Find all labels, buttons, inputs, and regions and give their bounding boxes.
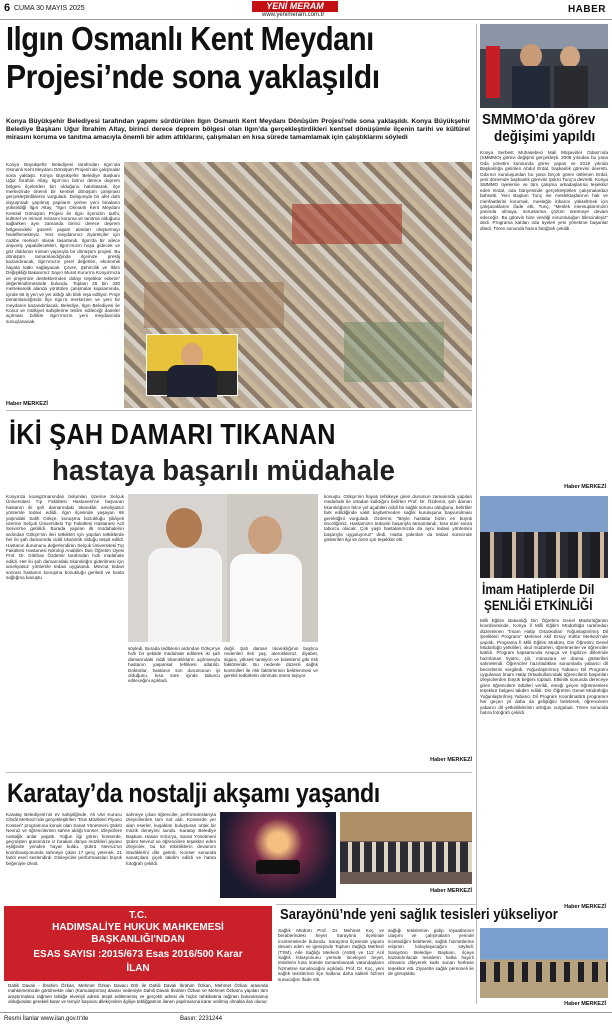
ad-line1: T.C. xyxy=(129,910,147,921)
story2-headline-line1: İKİ ŞAH DAMARI TIKANAN xyxy=(9,419,336,451)
sidebar2-headline-line1: İmam Hatiplerde Dil xyxy=(482,581,595,597)
story2-col3: değil. Şah damarı tıkanıklığının başlıca nedenleri ileri yaş, ateroskleroz, diyabet, sigara, yüksek tansiyon ve kolesterol gibi risk faktörleridir. Bu nedenle düzenli sağlık kontrolleri ile risk faktörlerinin belirlenmesi ve gerekli tedbirlerin alınması önem taşıyor. xyxy=(224,646,318,679)
footer-right: Basın: 2231244 xyxy=(180,1016,223,1022)
page-header xyxy=(0,0,612,20)
section-label: HABER xyxy=(567,4,606,15)
divider xyxy=(276,904,476,905)
story1-signature: Haber MERKEZİ xyxy=(6,401,48,407)
story2-doctors-photo xyxy=(128,494,318,642)
column-divider xyxy=(476,24,477,1004)
sidebar2-headline-line2: ŞENLİĞİ ETKİNLİĞİ xyxy=(484,597,593,613)
story2-col4: konuştu. Gökçe’nin hayatı tehlikeye giren durumun zamanında yapılan müdahale ile ortadan kalktığını belirten Prof. Dr. Özdemir, şah damarı tıkanıklığının felce yol açabilen ciddi bir sağlık sorunu olduğunu, belirtiler fark edildiğinde vakit kaybetmeden sağlık kuruluşuna başvurulması gerektiğini vurguladı. Özdemir, “Böyle hastalar bizim en büyük önceliğimiz. Hastamızın tedavisi başarıyla tamamlandı, kısa süre sonra taburcu olacak. Çok yaşlı hastalarımızda da aynı tedavi yöntemini başarıyla uyguluyoruz” dedi. Hasta yakınları da tedavi sürecinde gösterilen ilgi ve özen için teşekkür etti. xyxy=(324,494,472,543)
story2-col1: Konya’da koasgzmanından bolumlan üzerine Selçuk Üniversitesi Tıp Fakültesi Hastanesi’ne başvuran hastanın iki şah damarındaki tıkanıklık ameliyatsız yöntemle tedavi edildi. Ilgın ilçesinde yaşayan 68 yaşındaki Salih Gökçe, konuşma bozukluğu şikâyeti üzerine Selçuk Üniversitesi Tıp Fakültesi Hastanesi Acil Servisi’ne getirildi. Burada yapılan ilk müdahalenin ardından Gökçe’nin ileri tetkikleri için yapılan tetkiklerde her iki şah damarında ciddi tıkanıklık olduğu tespit edildi. Hastanın durumunu değerlendiren Selçuk Üniversitesi Tıp Fakültesi Hastanesi Nöroloji Anabilim Dalı Öğretim Üyesi Prof. Dr. Gökhan Özdemir tarafından hızlı müdahale edildi. Her iki şah damarındaki tıkanıklığın giderilmesi için ameliyatsız yöntemle tedavi uygulandı. Mevcut tedavi sonrası hastanın konuşma bozukluğu geriledi ve hasta sağlığına kavuştu. xyxy=(6,494,124,581)
sidebar1-headline-line1: SMMMO’da görev xyxy=(482,111,596,128)
ad-line3: BAŞKANLIĞI'NDAN xyxy=(91,934,185,945)
divider xyxy=(6,410,472,411)
sidebar1-headline-line2: değişimi yapıldı xyxy=(494,128,596,145)
ad-notice-text: Dahili Davalı - İbrahim Özkan, Mehmet Özkan Davacı DSİ ile Dahili Davalı İbrahim Özkan, Mehmet Özkan arasında mahkememizde görülmekte olan (Kamulaştırma) davası nedeniyle Dahili Davalı İbrahim Özkan ve Mehmet Özkan’a yapılan tüm araştırmalara rağmen tebliğe elverişli adresi tespit edilememiş ve gerçekti adresi de hiçbir tahkikatına rağmen bulunamamış olduğundan gerekeli karar ve temyiz başvuru dilekçesinin ilgiliye tebliğgatının ilanen yapılmasına karar verilmiş olmakla ilan olunur. xyxy=(4,981,272,1011)
story3-col2: sahneye çıkan öğrenciler, performanslarıyla izleyicilerden tam not aldı. Konserde yer alan eserler, kuşakları buluşturan ortak bir müzik deneyimi sundu. Karatay Belediye Başkanı Hasan Kılca’ya, Sanat Yönetmeni Şükrü Nevruz ve öğrencilere teşekkür eden izleyiciler, bu tür etkinliklerin devamını istediklerini dile getirdi. Konser sonunda sanatçılara çiçek takdim edildi ve hatıra fotoğrafı çekildi. xyxy=(126,812,216,866)
sidebar1-body: Konya Serbest Muhasebeci Mali Müşavirler Odası’nda (SMMMO) görevi değişimi gerçekleşti. 2008 yılından bu yana Oda yönetim kurulunda görev yapan ve 2019 yılında Başkanlığa getirilen Abdul Erdal, başkanlık görevini devretti. Oda’nın kuruluşundan bu yana birçok görev üstlenen Erdal, yeni dönemde başkanlık görevini Şükrü Tunç’a devretti. Konya SMMMO üyelerine ve tüm çalışma arkadaşlarına teşekkür eden Erdal, oda bünyesinde gerçekleştirilen çalışmalardan bahsetti. Yeni Başkan Tunç ise meslektaşlarının hak ve menfaatlerini korumak, mesleğin itibarını yükseltmek için çalışacaklarını ifade etti. Tunç, “Meslek mensuplarımızın yanında olmaya, sorunlarına çözüm üretmeye devam edeceğiz. Bu görevin bize verdiği sorumluluğun bilincindeyiz” dedi. Programa katılan oda üyeleri yeni yönetime başarılar diledi. Tören sonunda hatıra fotoğrafı çekildi. xyxy=(480,150,608,231)
ad-line4: ESAS SAYISI :2015/673 Esas 2016/500 Karar xyxy=(33,949,243,960)
story2-col2: söyledi. Burada tedbilerin ardından Gökçe’ye hızlı bir şekilde müdahale edilerek iki şah damarındaki ciddi tıkanıklıkların açılmasıyla hastanın yaşamsal tehlikesi atlatıldı. Doktorlar, hastanın son durumunun iyi olduğunu, kısa süre içinde taburcu edileceğini açıkladı. xyxy=(128,646,220,684)
story3-headline: Karatay’da nostalji akşamı yaşandı xyxy=(7,778,380,808)
sidebar1-meeting-photo xyxy=(480,24,608,108)
story1-headline-line1: Ilgın Osmanlı Kent Meydanı xyxy=(6,20,374,57)
mayor-portrait-photo xyxy=(146,334,238,396)
story1-lead: Konya Büyükşehir Belediyesi tarafından yapımı sürdürülen Ilgın Osmanlı Kent Meydanı Dönüşüm Projesi’nde sona yaklaşıldı. Konya Büyükşehir Belediye Başkanı Uğur İbrahim Altay, birinci derece deprem bölgesi olan Ilgın’da gerçekleştirdikleri kentsel dönüşümle ilçenin tarihi ve kültürel mirasını koruma ve tanıtma amacıyla önemli bir adım attıklarını, çalışmaları en kısa sürede tamamlamak için çalıştıklarını söyledi xyxy=(6,118,470,141)
story2-signature: Haber MERKEZİ xyxy=(430,757,472,763)
sidebar1-signature: Haber MERKEZİ xyxy=(564,484,606,490)
sidebar2-body: Milli Eğitim Bakanlığı Din Öğretimi Genel Müdürlüğünün koordinesinde, Konya İl Milli Eğitim Müdürlüğü tarafından düzenlenen “İmam Hatip Ortaokulları Yoğunlaştırılmış Dil Şenlikleri Programı” Mehmet Akif Ersoy Kültür Merkezi’nde yapıldı. Programa İl Milli Eğitim Müdürü, Din Öğretimi Genel Müdürlüğü yetkilileri, okul müdürleri, öğretmenler ve öğrenciler katıldı. Program kapsamında Arapça ve İngilizce dillerinde hazırlanan tiyatro, şiir, münazara ve drama gösterileri sahnelendi. Öğrenciler hazırladıkları sunumlarla yabancı dil becerilerini sergiledi. Yoğunlaştırılmış Yabancı Dil Programı uygulanan İmam Hatip Ortaokullarındaki öğrencilerin başarıları izleyicilerden büyük beğeni topladı. Etkinlik sonunda dereceye giren öğrencilere ödülleri verildi, emeği geçen öğretmenlere teşekkür belgesi takdim edildi. Din Öğretimi Genel Müdürlüğü Yoğunlaştırılmış Yabancı Dil Program Koordinatörü programın her geçen yıl daha da geliştiğini belirterek, öğrencilerin yabancı dil yetkinliklerinin arttığını vurguladı. Tören sonunda hatıra fotoğrafı çekildi. xyxy=(480,618,608,715)
story4-col1: Sağlık Müdürü Prof. Dr. Mehmet Koç ve beraberindeki heyet Sarayönü ilçesinde incelemelerde bulundu. Sarayönü ilçesinde yapımı devam eden ve igenişinde Toplum Sağlığı Merkezi (TSM), Aile Sağlığı Merkezi (ASM) ve 112 Acil Sağlık İstasyonunu yerinde inceleyen heyet, tesislerin kısa sürede tamamlanarak vatandaşların hizmetine sunulacağını açıkladı. Prof. Dr. Koç, yeni sağlık tesislerinin ilçe halkına daha kaliteli hizmet sunacağını ifade etti. xyxy=(278,928,384,982)
story4-site-photo xyxy=(480,928,608,998)
story4-headline: Sarayönü’nde yeni sağlık tesisleri yükseliyor xyxy=(280,907,558,923)
story3-signature: Haber MERKEZİ xyxy=(430,888,472,894)
story2-headline-line2: hastaya başarılı müdahale xyxy=(52,455,396,487)
ad-line2: HADIMSALİYE HUKUK MAHKEMESİ xyxy=(52,922,224,933)
story1-body: Konya Büyükşehir Belediyesi tarafından Ilgın’ıda Osmanlı Kent Meydanı Dönüşüm Projesi’nde çalışmalar sona yaklaştı. Konya Büyükşehir Belediye Başkanı Uğur İbrahim Altay, Ilgın’ının birinci derece deprem bölgesi ilçelerden biri olduğunu hatırlatarak, ilçe merkezinde önemli bir kentsel dönüşüm çalışması gerçekleştirdiklerini vurguladı. Dolayısıyla bir afet dahi doyuşmadı yapılmış yapıların yerine yeni binaların yükseldiği Ilgın Altay, “Ilgın Osmanlı Kent Meydanı Kentsel Dönüşüm Projesi ile Ilgın ilçemizin tarihi, kültürel ve mimari mirasını koruma ve tanıtma olduğunu sağlarken aynı zamanda birinci derece deprem bölgesindeki güvenli yaşam alanları oluşturmayı hedeflemekteyiz. Yeni meydanımız ziyaretçiler için cazibe merkezi olarak tasarlandı. Ilgın’da bir ailece alışveriş yapabilecekleri, Ilgın’ımızın hoşa gidecek ve göz dolduran mimari yapısıyla bir dönüşüm projesi. Bu dönüşüm tamamlandığında ilçemize prestij kazandıracak, Ilgın’ımızın yerel değerleri, ekonomik hayata katkı sağlayacak. Çevre, Şehircilik ve İklim Değişikliği Bakanımız Sayın Murat Kurum’a Konya’mıza ve projemize desteklerinden dolayı teşekkür ederim” değerlendirmesinde bulundu. Toplam 26 bin 430 metrekarelik alanda yürütülen çalışmalar kapsamında, içinde 66 iş yeri ve yer aldığı altı blok inşa ediliyor. Proje tamamlandığında İlçe Ilgın’a merkezine ve yeni bir meydanın kazandırılacak. Belediye, Ilgın Belediyesi ile Konut ve mülkiyet sahiplerine teslim edileceği daireler açılması birlikte Ilgın’ımızın yeni meydanında sonuçlanacak. xyxy=(6,162,120,324)
page-footer xyxy=(0,1012,612,1024)
story4-col2: sağlığı tesislerinin gidip inşaatlarının ulaşımı ve çalışmaların yerinde incelediğini belirterek, sağlık hizmetlerine erişimin kolaylaşacağını söyledi. Sarayönü Belediye Başkanı, ilçeye kazandırılacak tesislerin halka hayırlı olmasını dileyerek katkı sunan herkese teşekkür etti. Ziyarette sağlık personeli ile de görüşüldü. xyxy=(388,928,474,977)
page-number: 6 xyxy=(4,2,11,14)
story3-col1: Karatay Belediyesi’nin ev sahipliğinde, Ali Ulvi Kurucu Cibrâl Merkezi’nde gerçekleştirilen “Dün Müzikleri Piyano Konseri” programına konuk olan Sanat Yönetmeni Şükrü Nevruz ve öğrencilerinin sahne aldığı konser, izleyicilere nostaljik anlar yaşattı. Yoğun ilgi gören konserde, geçmişten günümüze iz bırakan dünya müzikleri piyano eşliğinde yeniden hayat buldu. Şükrü Nevruz’un koordinasyonunda sahneye çıkan 17 genç yetenek, 21 farklı eseri seslendirdi. Dinleyiciler performansları büyük beğeniyle izledi. xyxy=(6,812,122,866)
ad-line5: İLAN xyxy=(126,963,150,974)
story4-signature: Haber MERKEZİ xyxy=(564,1001,606,1007)
newspaper-logo: YENİ MERAM xyxy=(252,1,338,12)
footer-left: Resmi İlanlar www.ilan.gov.tr'de xyxy=(4,1016,89,1022)
issue-date: CUMA 30 MAYIS 2025 xyxy=(14,5,85,12)
sidebar2-signature: Haber MERKEZİ xyxy=(564,904,606,910)
site-url[interactable]: www.yenimeram.com.tr xyxy=(262,12,325,18)
story3-concert-photo xyxy=(220,812,336,898)
sidebar2-event-photo xyxy=(480,496,608,578)
story3-group-photo xyxy=(340,812,472,884)
court-notice-ad xyxy=(4,906,272,1010)
story1-headline-line2: Projesi’nde sona yaklaşıldı xyxy=(6,58,380,95)
divider xyxy=(6,772,472,773)
